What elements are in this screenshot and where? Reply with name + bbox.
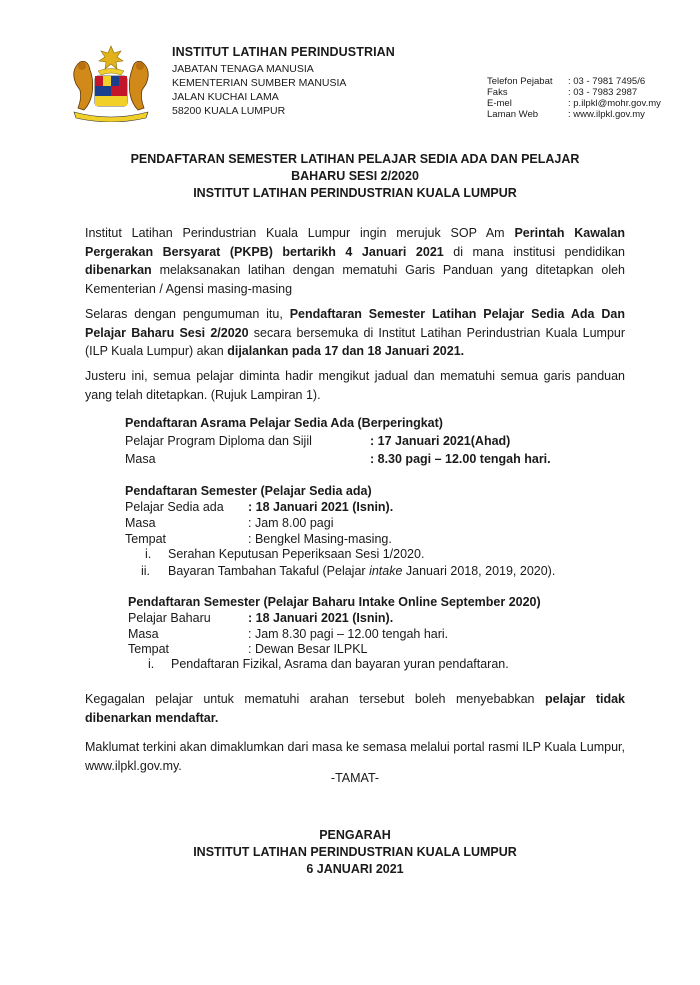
row-value: : Dewan Besar ILPKL <box>248 642 368 656</box>
address-line: JALAN KUCHAI LAMA <box>172 91 279 103</box>
contact-value-email: : p.ilpkl@mohr.gov.my <box>568 98 661 109</box>
text: melaksanakan latihan dengan mematuhi Garis Panduan yang ditetapkan oleh Kementerian / Agensi masing-masing <box>85 263 625 296</box>
text: Januari 2018, 2019, 2020). <box>402 564 556 578</box>
row-value: : 8.30 pagi – 12.00 tengah hari. <box>370 452 551 466</box>
malaysia-coat-of-arms-logo <box>64 44 158 122</box>
document-title <box>60 151 650 202</box>
row-label: Tempat <box>125 532 166 546</box>
contact-value-phone: : 03 - 7981 7495/6 <box>568 76 646 87</box>
address-line: JABATAN TENAGA MANUSIA <box>172 63 314 75</box>
paragraph-instruction: Justeru ini, semua pelajar diminta hadir mengikut jadual dan mematuhi semua garis panduan yang telah ditetapkan. (Rujuk Lampiran 1). <box>85 369 625 402</box>
list-number: ii. <box>141 564 151 578</box>
row-label: Pelajar Sedia ada <box>125 500 224 514</box>
address-line: KEMENTERIAN SUMBER MANUSIA <box>172 77 347 89</box>
text: Bayaran Tambahan Takaful (Pelajar <box>168 564 370 578</box>
text: secara bersemuka di Institut Latihan Perindustrian Kuala Lumpur (ILP Kuala Lumpur) akan <box>85 325 626 358</box>
text: Kegagalan pelajar untuk mematuhi arahan tersebut boleh menyebabkan <box>85 692 546 706</box>
row-label: Pelajar Baharu <box>128 611 211 625</box>
section-heading-existing-students: Pendaftaran Semester (Pelajar Sedia ada) <box>125 484 372 498</box>
row-label: Pelajar Program Diploma dan Sijil <box>125 434 312 448</box>
signature-date: 6 JANUARI 2021 <box>306 862 404 876</box>
section-heading-hostel: Pendaftaran Asrama Pelajar Sedia Ada (Berperingkat) <box>125 416 443 430</box>
paragraph-portal: Maklumat terkini akan dimaklumkan dari masa ke semasa melalui portal rasmi ILP Kuala Lumpur, www.ilpkl.gov.my. <box>85 740 625 773</box>
text-bold: Perintah Kawalan Pergerakan Bersyarat (PKPB) bertarikh 4 Januari 2021 <box>85 226 625 259</box>
contact-label-web: Laman Web <box>487 109 539 120</box>
row-label: Masa <box>125 516 156 530</box>
text-bold: dibenarkan <box>85 263 152 277</box>
section-heading-new-students: Pendaftaran Semester (Pelajar Baharu Intake Online September 2020) <box>128 595 541 609</box>
text-bold: pelajar tidak dibenarkan mendaftar. <box>85 692 625 725</box>
row-value: : 17 Januari 2021(Ahad) <box>370 434 511 448</box>
signatory-institution: INSTITUT LATIHAN PERINDUSTRIAN KUALA LUMPUR <box>193 845 517 859</box>
text-bold: dijalankan pada 17 dan 18 Januari 2021. <box>227 344 465 358</box>
list-number: i. <box>145 547 152 561</box>
text-italic: intake <box>369 564 403 578</box>
paragraph-warning <box>85 690 625 727</box>
contact-label-email: E-mel <box>487 98 512 109</box>
contact-label-fax: Faks <box>487 87 508 98</box>
row-label: Masa <box>125 452 156 466</box>
list-item: Pendaftaran Fizikal, Asrama dan bayaran yuran pendaftaran. <box>171 657 509 671</box>
row-value: : 18 Januari 2021 (Isnin). <box>248 500 394 514</box>
title-line: INSTITUT LATIHAN PERINDUSTRIAN KUALA LUMPUR <box>193 186 517 200</box>
signatory-title: PENGARAH <box>319 828 391 842</box>
contact-value-web: : www.ilpkl.gov.my <box>568 109 645 120</box>
contact-value-fax: : 03 - 7983 2987 <box>568 87 638 98</box>
row-value: : Jam 8.30 pagi – 12.00 tengah hari. <box>248 627 449 641</box>
row-value: : Bengkel Masing-masing. <box>248 532 392 546</box>
text: Institut Latihan Perindustrian Kuala Lumpur ingin merujuk SOP Am <box>85 226 515 240</box>
text: Selaras dengan pengumuman itu, <box>85 307 290 321</box>
list-item <box>168 564 555 578</box>
address-line: 58200 KUALA LUMPUR <box>172 105 286 117</box>
row-value: : 18 Januari 2021 (Isnin). <box>248 611 394 625</box>
paragraph-pkpb <box>85 224 625 298</box>
contact-label-phone: Telefon Pejabat <box>487 76 553 87</box>
title-line: BAHARU SESI 2/2020 <box>291 169 419 183</box>
text-bold: Pendaftaran Semester Latihan Pelajar Sedia Ada Dan Pelajar Baharu Sesi 2/2020 <box>85 307 625 340</box>
org-name: INSTITUT LATIHAN PERINDUSTRIAN <box>172 45 395 59</box>
row-label: Masa <box>128 627 159 641</box>
end-mark: -TAMAT- <box>330 771 380 785</box>
paragraph-registration <box>85 305 625 361</box>
title-line: PENDAFTARAN SEMESTER LATIHAN PELAJAR SEDIA ADA DAN PELAJAR <box>130 152 580 166</box>
signature-block <box>60 827 650 878</box>
text: di mana institusi pendidikan <box>443 244 625 259</box>
list-number: i. <box>148 657 155 671</box>
row-label: Tempat <box>128 642 169 656</box>
list-item: Serahan Keputusan Peperiksaan Sesi 1/2020. <box>168 547 425 561</box>
row-value: : Jam 8.00 pagi <box>248 516 334 530</box>
